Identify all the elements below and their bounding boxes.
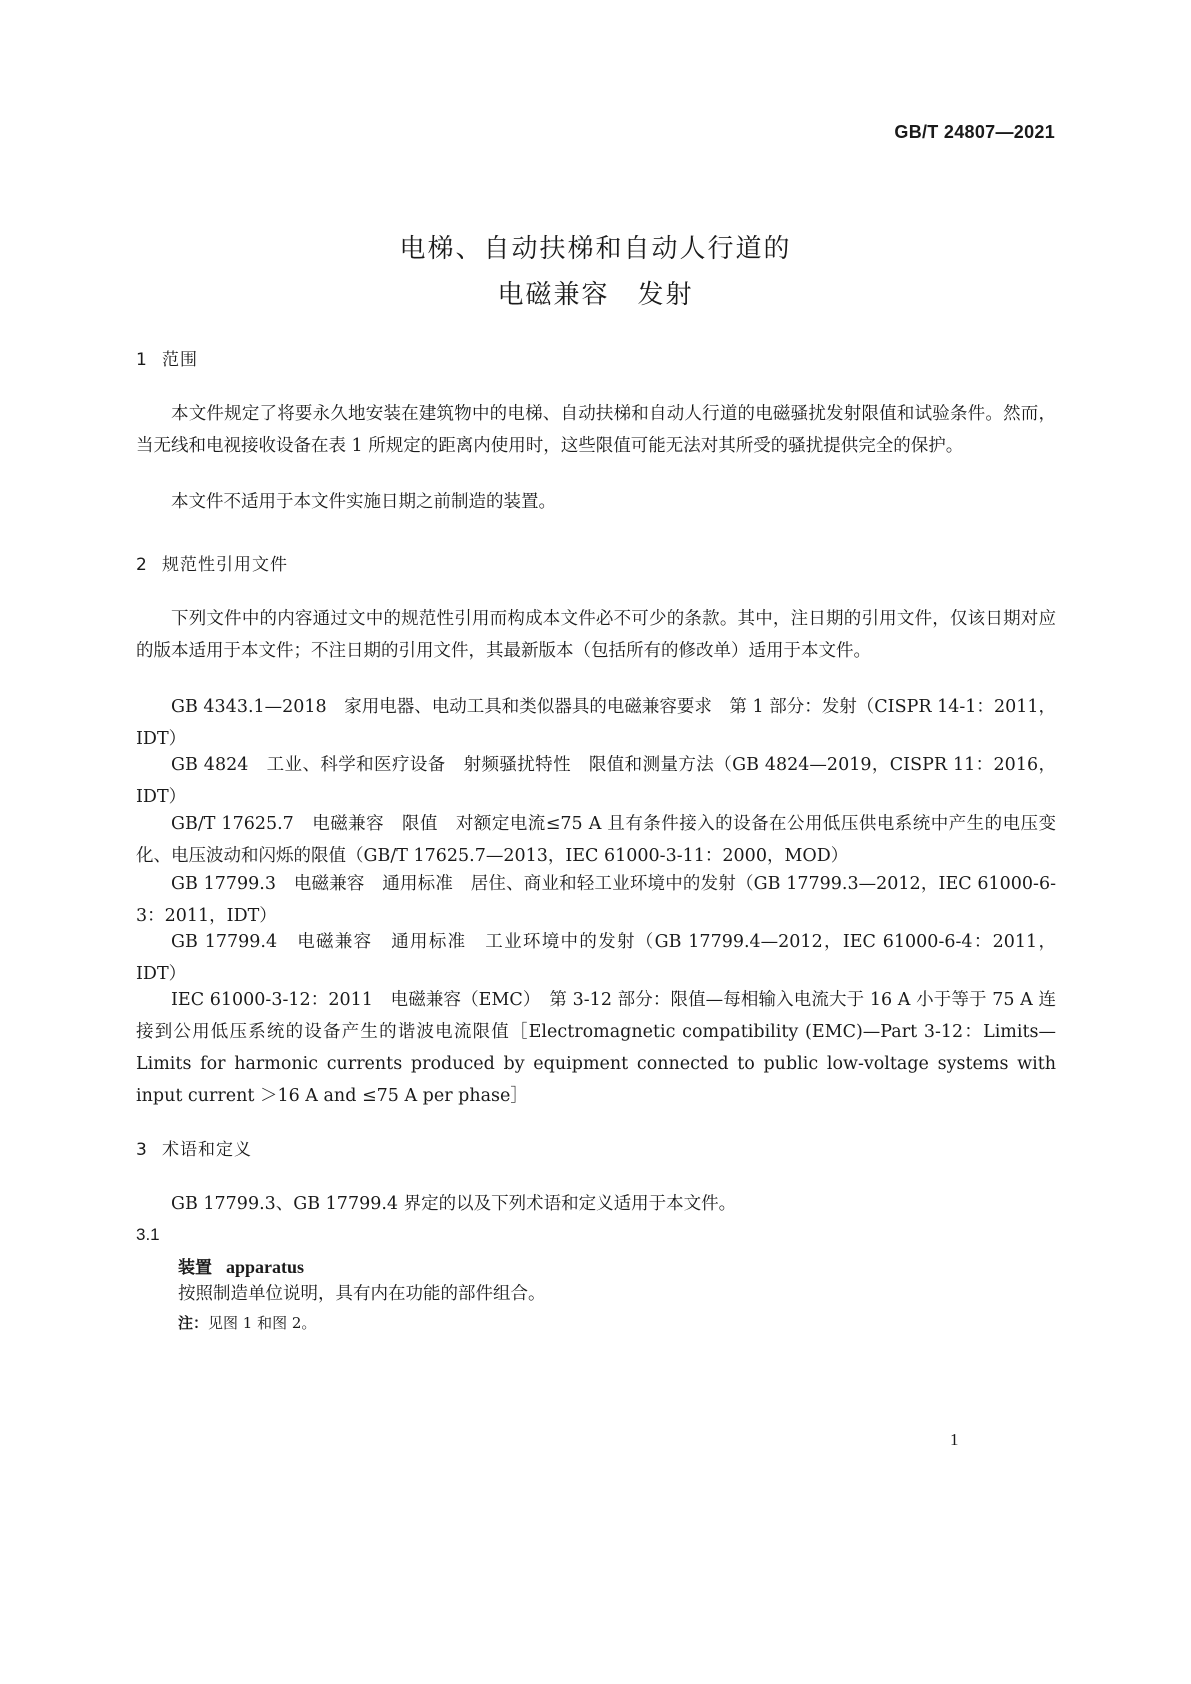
reference-item: GB 17799.4 电磁兼容 通用标准 工业环境中的发射（GB 17799.4—2012，IEC 61000-6-4：2011，IDT） xyxy=(136,932,1056,984)
section-3-intro: GB 17799.3、GB 17799.4 界定的以及下列术语和定义适用于本文件。 xyxy=(171,1194,737,1214)
note-label: 注： xyxy=(178,1314,209,1332)
term-entry xyxy=(178,1253,304,1278)
document-title-line-2: 电磁兼容 发射 xyxy=(497,280,694,310)
section-title: 规范性引用文件 xyxy=(162,555,288,575)
section-1-paragraph-2: 本文件不适用于本文件实施日期之前制造的装置。 xyxy=(171,492,556,512)
reference-item: GB 4824 工业、科学和医疗设备 射频骚扰特性 限值和测量方法（GB 4824—2019，CISPR 11：2016，IDT） xyxy=(136,755,1056,807)
document-title-line-1: 电梯、自动扶梯和自动人行道的 xyxy=(399,234,792,264)
section-title: 范围 xyxy=(162,350,198,370)
reference-item: GB 17799.3 电磁兼容 通用标准 居住、商业和轻工业环境中的发射（GB 17799.3—2012，IEC 61000-6-3：2011，IDT） xyxy=(136,874,1056,926)
section-number: 3 xyxy=(136,1140,148,1160)
reference-item: GB 4343.1—2018 家用电器、电动工具和类似器具的电磁兼容要求 第 1 部分：发射（CISPR 14-1：2011，IDT） xyxy=(136,697,1056,749)
term-english: apparatus xyxy=(226,1257,305,1277)
term-definition: 按照制造单位说明，具有内在功能的部件组合。 xyxy=(178,1284,546,1304)
term-note xyxy=(178,1312,316,1333)
standard-code: GB/T 24807—2021 xyxy=(894,122,1055,142)
section-number: 2 xyxy=(136,555,148,575)
section-3-heading xyxy=(136,1135,252,1160)
page-number: 1 xyxy=(950,1430,959,1449)
section-number: 1 xyxy=(136,350,148,370)
section-1-paragraph-1: 本文件规定了将要永久地安装在建筑物中的电梯、自动扶梯和自动人行道的电磁骚扰发射限值和试验条件。然而，当无线和电视接收设备在表 1 所规定的距离内使用时，这些限值可能无法对其所受的骚扰提供完全的保护。 xyxy=(136,404,1056,456)
section-2-heading xyxy=(136,550,288,575)
section-1-heading xyxy=(136,345,198,370)
clause-number: 3.1 xyxy=(136,1225,160,1244)
reference-item: GB/T 17625.7 电磁兼容 限值 对额定电流≤75 A 且有条件接入的设备在公用低压供电系统中产生的电压变化、电压波动和闪烁的限值（GB/T 17625.7—2013，IEC 61000-3-11：2000，MOD） xyxy=(136,814,1056,866)
section-2-intro: 下列文件中的内容通过文中的规范性引用而构成本文件必不可少的条款。其中，注日期的引用文件，仅该日期对应的版本适用于本文件；不注日期的引用文件，其最新版本（包括所有的修改单）适用于本文件。 xyxy=(136,609,1056,661)
reference-item: IEC 61000-3-12：2011 电磁兼容（EMC） 第 3-12 部分：限值—每相输入电流大于 16 A 小于等于 75 A 连接到公用低压系统的设备产生的谐波电流限值［Electromagnetic compatibility (EMC)—Part 3-12：Limits—Limits for harmonic currents produced by equipment connected to public low-voltage systems with input current ＞16 A and ≤75 A per phase］ xyxy=(136,990,1056,1106)
note-text: 见图 1 和图 2。 xyxy=(208,1314,317,1332)
term-chinese: 装置 xyxy=(178,1258,212,1278)
section-title: 术语和定义 xyxy=(162,1140,252,1160)
